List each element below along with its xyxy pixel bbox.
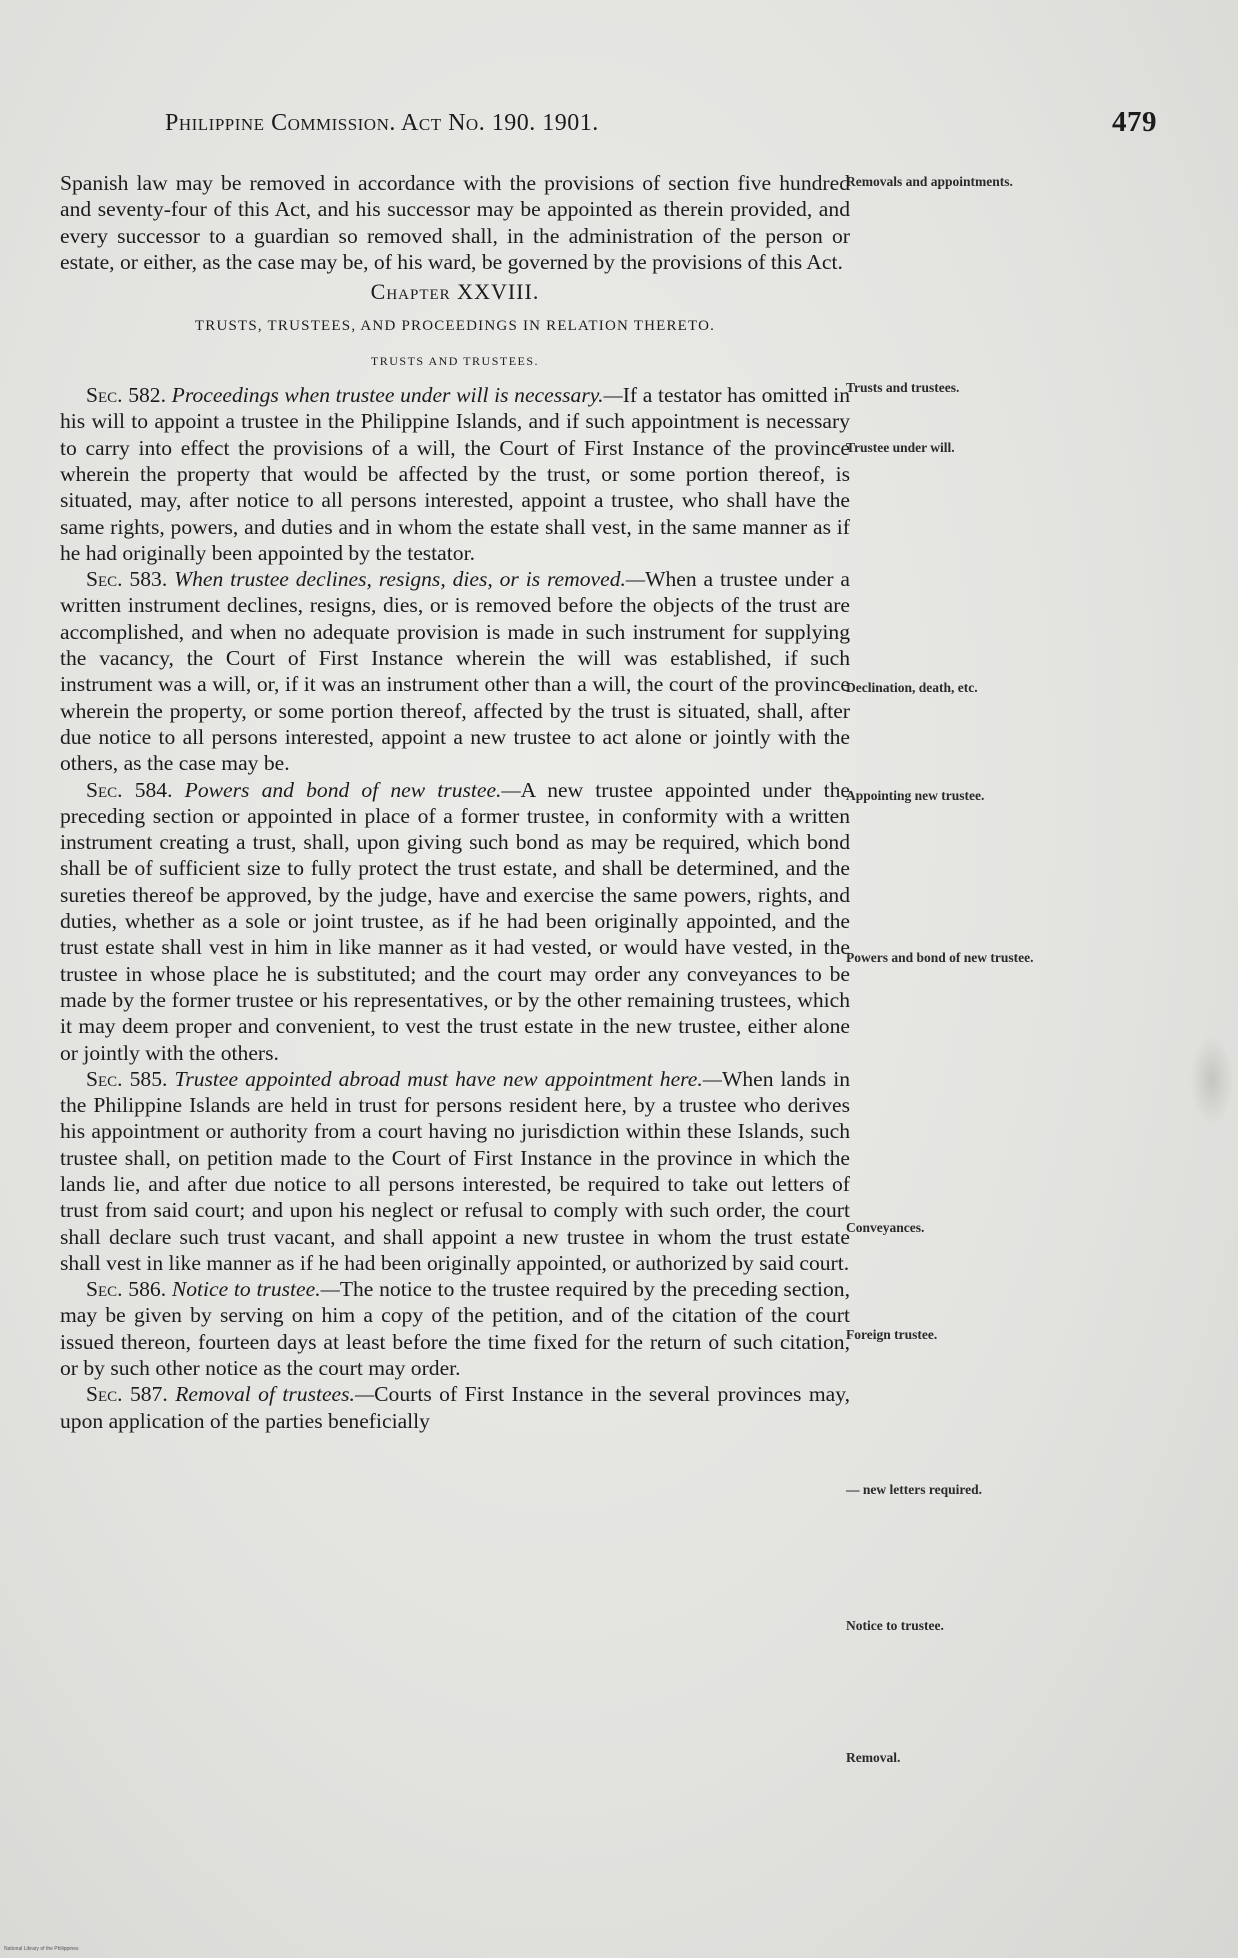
side-note-new-letters: — new letters required. (846, 1482, 982, 1497)
side-note-declination: Declination, death, etc. (846, 680, 978, 695)
section-text: The notice to the trustee required by the preceding section, may be given by serving on him a copy of the petition, and of the citation of the court issued thereon, fourteen days at least before the time fixed for the return of such citation, or by such other notice as the court may order. (60, 1277, 850, 1381)
section-582 (60, 382, 850, 566)
section-584 (60, 777, 850, 1066)
continuation-paragraph: Spanish law may be removed in accordance with the provisions of section five hundred and seventy-four of this Act, and his successor may be appointed as therein provided, and every successor to a guardian so removed shall, in the administration of the person or estate, or either, as the case may be, of his ward, be governed by the provisions of this Act. (60, 171, 850, 274)
page-header (165, 106, 1157, 150)
chapter-subheading: TRUSTS AND TRUSTEES. (370, 353, 540, 368)
section-number: Sec. 583. (86, 567, 168, 592)
section-number: Sec. 582. (86, 383, 167, 408)
section-title: When trustee declines, resigns, dies, or is removed.— (174, 567, 646, 592)
main-text-column (60, 170, 850, 1434)
section-text: Courts of First Instance in the several provinces may, upon application of the parties beneficially (60, 1382, 850, 1433)
side-note-powers-bond: Powers and bond of new trustee. (846, 950, 1034, 965)
section-586 (60, 1276, 850, 1381)
section-587 (60, 1381, 850, 1434)
running-title: Philippine Commission. Act No. 190. 1901. (165, 110, 599, 136)
section-text: When lands in the Philippine Islands are held in trust for persons resident here, by a trustee who derives his appointment or authority from a court having no jurisdiction within these Islands, such trustee shall, on petition made to the Court of First Instance in the province in which the lands lie, and after due notice to all persons interested, be required to take out letters of trust from said court; and upon his neglect or refusal to comply with such order, the court shall declare such trust vacant, and shall appoint a new trustee in whom the trust estate shall vest in like manner as if he had been originally appointed, or authorized by said court. (60, 1066, 850, 1275)
side-note-trustee-under-will: Trustee under will. (846, 440, 955, 455)
section-title: Powers and bond of new trustee.— (184, 777, 521, 802)
side-note-trusts: Trusts and trustees. (846, 380, 960, 395)
section-number: Sec. 586. (86, 1277, 167, 1302)
chapter-heading: Chapter XXVIII. (370, 279, 540, 305)
side-note-removals: Removals and appointments. (846, 174, 1013, 189)
section-title: Notice to trustee.— (171, 1277, 340, 1302)
side-note-conveyances: Conveyances. (846, 1220, 925, 1235)
section-title: Removal of trustees.— (175, 1382, 375, 1407)
side-note-removal: Removal. (846, 1750, 901, 1765)
section-number: Sec. 584. (86, 777, 173, 802)
side-note-foreign-trustee: Foreign trustee. (846, 1327, 938, 1342)
side-note-notice: Notice to trustee. (846, 1618, 944, 1633)
section-text: When a trustee under a written instrument declines, resigns, dies, or is removed before the objects of the trust are accomplished, and when no adequate provision is made in such instrument for supplying the vacancy, the Court of First Instance wherein the will was established, if such instrument was a will, or, if it was an instrument other than a will, the court of the province wherein the property, or some portion thereof, affected by the trust is situated, shall, after due notice to all persons interested, appoint a new trustee to act alone or jointly with the others, as the case may be. (60, 567, 850, 776)
section-585 (60, 1066, 850, 1276)
chapter-subject: TRUSTS, TRUSTEES, AND PROCEEDINGS IN RELATION THERETO. (194, 318, 716, 335)
section-title: Proceedings when trustee under will is necessary.— (171, 383, 623, 408)
scan-credit: National Library of the Philippines (4, 1946, 79, 1952)
side-note-appointing: Appointing new trustee. (846, 788, 985, 803)
section-title: Trustee appointed abroad must have new appointment here.— (174, 1066, 722, 1091)
section-number: Sec. 585. (86, 1066, 168, 1091)
section-583 (60, 566, 850, 776)
page-number: 479 (1112, 106, 1157, 138)
section-text: A new trustee appointed under the preceding section or appointed in place of a former trustee, in conformity with a written instrument creating a trust, shall, upon giving such bond as may be required, which bond shall be of sufficient size to fully protect the trust estate, and shall be determined, and the sureties thereof be approved, by the judge, have and exercise the same powers, rights, and duties, whether as a sole or joint trustee, as if he had been originally appointed, and the trust estate shall vest in him in like manner as it had vested, or would have vested, in the trustee in whose place he is substituted; and the court may order any conveyances to be made by the former trustee or his representatives, or by the other remaining trustees, which it may deem proper and convenient, to vest the trust estate in the new trustee, either alone or jointly with the others. (60, 777, 850, 1065)
section-text: If a testator has omitted in his will to appoint a trustee in the Philippine Islands, and if such appointment is necessary to carry into effect the provisions of a will, the Court of First Instance of the province wherein the property that would be affected by the trust, or some portion thereof, is situated, may, after notice to all persons interested, appoint a trustee, who shall have the same rights, powers, and duties and in whom the estate shall vest, in the same manner as if he had originally been appointed by the testator. (60, 383, 850, 565)
paper-smudge (1190, 1035, 1234, 1125)
section-number: Sec. 587. (86, 1382, 168, 1407)
